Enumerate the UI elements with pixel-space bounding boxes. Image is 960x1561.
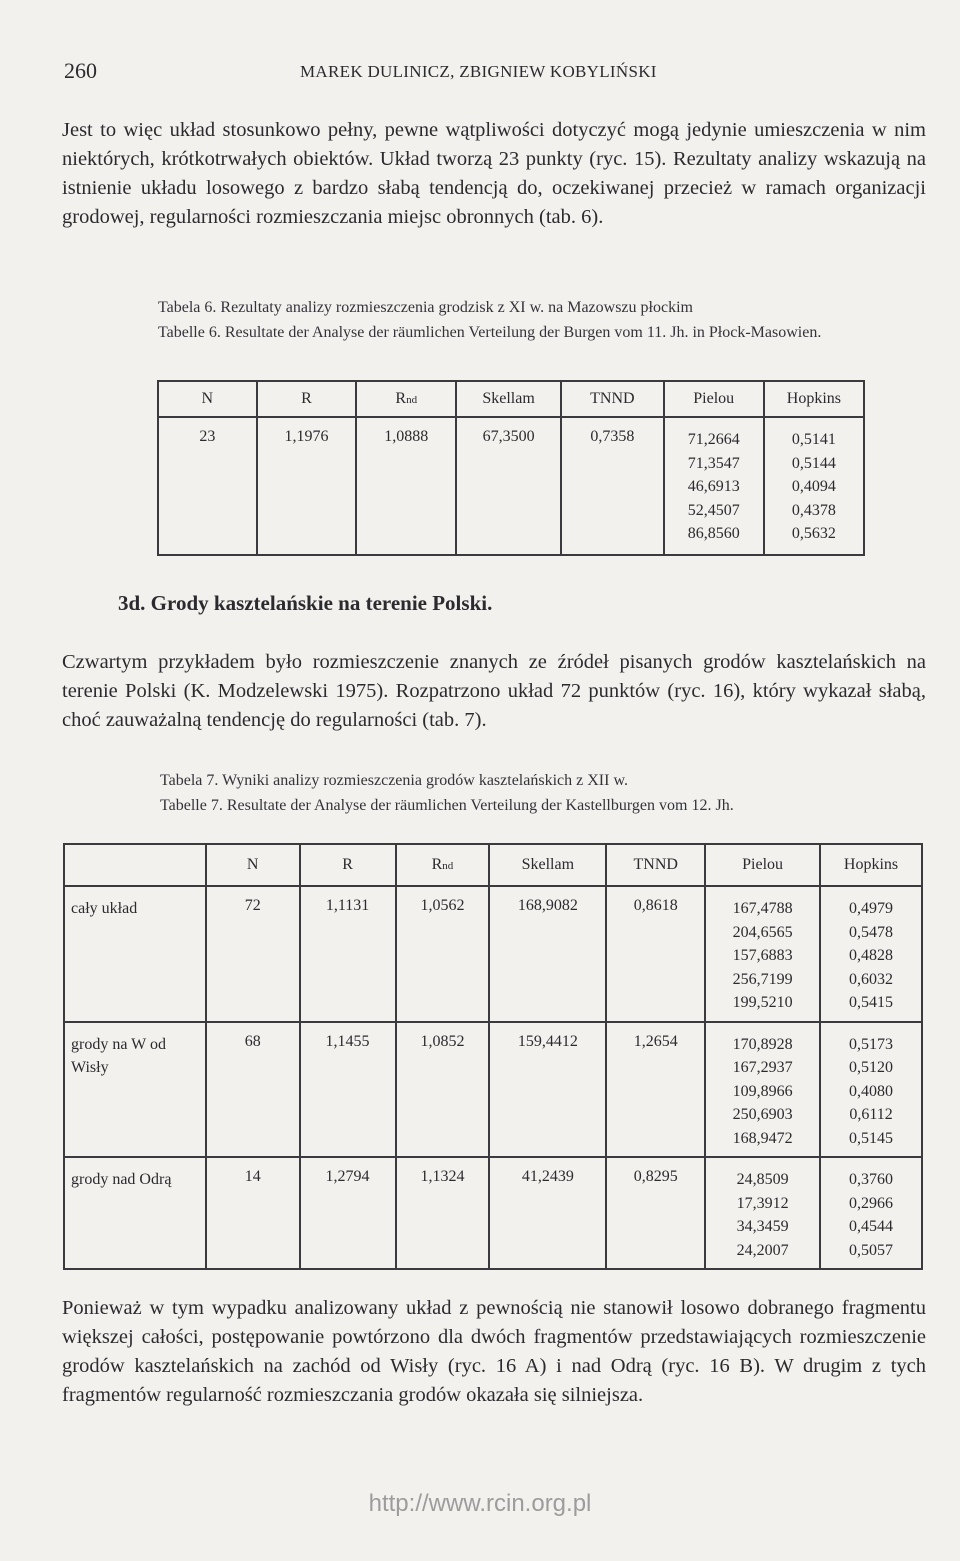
hopkins-value: 0,4080 (849, 1082, 894, 1100)
rnd-main: R (431, 856, 443, 873)
table-row (158, 417, 864, 555)
col-header-rnd (396, 844, 490, 886)
hopkins-value: 0,4544 (849, 1218, 894, 1235)
hopkins-value: 0,5144 (791, 454, 836, 472)
cell-hopkins (764, 417, 864, 555)
pielou-value: 256,7199 (732, 970, 793, 988)
cell-skellam: 41,2439 (489, 1157, 606, 1269)
hopkins-value: 0,6112 (849, 1106, 893, 1123)
cell-pielou (664, 417, 764, 555)
hopkins-value: 0,5141 (791, 431, 836, 448)
col-header-pielou: Pielou (664, 381, 764, 417)
section-heading: 3d. Grody kasztelańskie na terenie Polski. (118, 591, 493, 615)
cell-rnd: 1,0888 (356, 417, 456, 555)
col-header-skellam: Skellam (489, 844, 606, 886)
cell-tnnd: 0,7358 (561, 417, 664, 555)
table-row (64, 886, 922, 1022)
col-header-pielou: Pielou (705, 844, 820, 886)
col-header-tnnd: TNND (606, 844, 705, 886)
table-6-caption (158, 295, 878, 345)
pielou-value: 168,9472 (732, 1129, 793, 1147)
col-header-rnd (356, 381, 456, 417)
col-header-tnnd: TNND (561, 381, 664, 417)
table-row (64, 1022, 922, 1158)
table-6-caption-pl: Tabela 6. Rezultaty analizy rozmieszczenia grodzisk z XI w. na Mazowszu płockim (158, 299, 693, 316)
hopkins-value: 0,5415 (849, 994, 894, 1011)
pielou-value: 46,6913 (687, 478, 740, 495)
row-label: grody nad Odrą (64, 1157, 206, 1269)
col-header-hopkins: Hopkins (764, 381, 864, 417)
table-6 (157, 380, 865, 556)
hopkins-value: 0,4979 (849, 900, 894, 917)
cell-n: 68 (206, 1022, 300, 1158)
hopkins-value: 0,5145 (849, 1129, 894, 1147)
table-6-caption-de: Tabelle 6. Resultate der Analyse der räumlichen Verteilung der Burgen vom 11. Jh. in Płock-Masowien. (158, 324, 822, 341)
page-header (64, 58, 920, 88)
pielou-value: 34,3459 (736, 1218, 789, 1235)
col-header-label (64, 844, 206, 886)
pielou-value: 52,4507 (687, 501, 740, 519)
pielou-value: 157,6883 (732, 947, 793, 964)
cell-rnd: 1,1324 (396, 1157, 490, 1269)
pielou-value: 86,8560 (687, 525, 740, 542)
cell-r: 1,2794 (300, 1157, 396, 1269)
table-7-caption-de: Tabelle 7. Resultate der Analyse der räumlichen Verteilung der Kastellburgen vom 12. Jh. (160, 797, 734, 814)
hopkins-value: 0,5120 (849, 1059, 894, 1076)
cell-pielou (705, 886, 820, 1022)
running-head: MAREK DULINICZ, ZBIGNIEW KOBYLIŃSKI (300, 62, 657, 81)
pielou-value: 250,6903 (732, 1106, 793, 1123)
pielou-value: 71,3547 (687, 454, 740, 472)
hopkins-value: 0,5173 (849, 1035, 894, 1053)
table-7-header-row (64, 844, 922, 886)
paragraph-1: Jest to więc układ stosunkowo pełny, pewne wątpliwości dotyczyć mogą jedynie umieszczenia w nim niektórych, krótkotrwałych obiektów. Układ tworzą 23 punkty (ryc. 15). Rezultaty analizy wskazują na istnienie układu losowego z bardzo słabą tendencją do, oczekiwanej przecież w ramach organizacji grodowej, regularności rozmieszczania miejsc obronnych (tab. 6). (62, 119, 926, 228)
hopkins-value: 0,3760 (849, 1171, 894, 1188)
cell-pielou (705, 1022, 820, 1158)
cell-tnnd: 0,8295 (606, 1157, 705, 1269)
table-7-caption (160, 768, 890, 818)
cell-hopkins (820, 1022, 922, 1158)
cell-skellam: 168,9082 (489, 886, 606, 1022)
col-header-n: N (206, 844, 300, 886)
cell-r: 1,1976 (257, 417, 357, 555)
row-label: cały układ (64, 886, 206, 1022)
pielou-value: 167,2937 (732, 1059, 793, 1076)
cell-tnnd: 0,8618 (606, 886, 705, 1022)
rnd-sub: nd (406, 394, 418, 406)
hopkins-value: 0,5057 (849, 1241, 894, 1259)
pielou-value: 167,4788 (732, 900, 793, 917)
cell-n: 72 (206, 886, 300, 1022)
col-header-r: R (257, 381, 357, 417)
cell-rnd: 1,0852 (396, 1022, 490, 1158)
table-7-caption-pl: Tabela 7. Wyniki analizy rozmieszczenia grodów kasztelańskich z XII w. (160, 772, 628, 789)
col-header-n: N (158, 381, 257, 417)
hopkins-value: 0,2966 (849, 1194, 894, 1212)
rnd-main: R (395, 390, 407, 407)
row-label: grody na W od Wisły (64, 1022, 206, 1158)
hopkins-value: 0,6032 (849, 970, 894, 988)
cell-r: 1,1455 (300, 1022, 396, 1158)
pielou-value: 199,5210 (732, 994, 793, 1011)
paragraph-3: Ponieważ w tym wypadku analizowany układ z pewnością nie stanowił losowo dobranego fragmentu większej całości, postępowanie powtórzono dla dwóch fragmentów przedstawiających rozmieszczenie grodów kasztelańskich na zachód od Wisły (ryc. 16 A) i nad Odrą (ryc. 16 B). W drugim z tych fragmentów regularność rozmieszczania grodów okazała się silniejsza. (62, 1297, 926, 1406)
cell-skellam: 67,3500 (456, 417, 561, 555)
cell-hopkins (820, 886, 922, 1022)
hopkins-value: 0,5478 (849, 923, 894, 941)
cell-r: 1,1131 (300, 886, 396, 1022)
cell-pielou (705, 1157, 820, 1269)
cell-tnnd: 1,2654 (606, 1022, 705, 1158)
page-number: 260 (64, 58, 97, 83)
col-header-r: R (300, 844, 396, 886)
pielou-value: 170,8928 (732, 1035, 793, 1053)
pielou-value: 17,3912 (736, 1194, 789, 1212)
table-6-header-row (158, 381, 864, 417)
pielou-value: 109,8966 (732, 1082, 793, 1100)
pielou-value: 204,6565 (732, 923, 793, 941)
col-header-hopkins: Hopkins (820, 844, 922, 886)
table-row (64, 1157, 922, 1269)
cell-hopkins (820, 1157, 922, 1269)
col-header-skellam: Skellam (456, 381, 561, 417)
cell-skellam: 159,4412 (489, 1022, 606, 1158)
cell-n: 14 (206, 1157, 300, 1269)
pielou-value: 71,2664 (687, 431, 740, 448)
hopkins-value: 0,4094 (791, 478, 836, 495)
rnd-sub: nd (442, 860, 454, 872)
hopkins-value: 0,4828 (849, 947, 894, 964)
cell-rnd: 1,0562 (396, 886, 490, 1022)
source-url-watermark: http://www.rcin.org.pl (368, 1490, 592, 1517)
hopkins-value: 0,4378 (791, 501, 836, 519)
table-7 (63, 843, 923, 1270)
cell-n: 23 (158, 417, 257, 555)
hopkins-value: 0,5632 (791, 525, 836, 542)
pielou-value: 24,2007 (736, 1241, 789, 1259)
pielou-value: 24,8509 (736, 1171, 789, 1188)
paragraph-2: Czwartym przykładem było rozmieszczenie znanych ze źródeł pisanych grodów kasztelańskich na terenie Polski (K. Modzelewski 1975). Rozpatrzono układ 72 punktów (ryc. 16), który wykazał słabą, choć zauważalną tendencję do regularności (tab. 7). (62, 651, 926, 731)
